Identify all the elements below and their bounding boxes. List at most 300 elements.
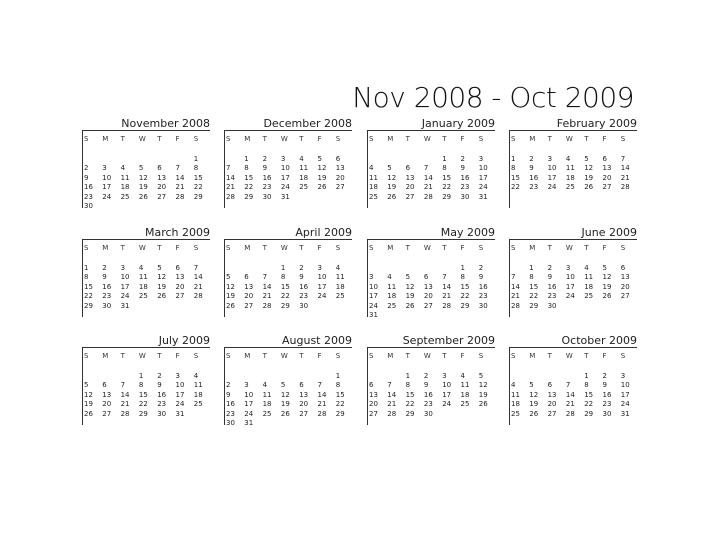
day-cell: 6 bbox=[369, 381, 374, 390]
day-cell: 8 bbox=[584, 381, 589, 390]
week-row bbox=[367, 409, 495, 419]
day-cell: 8 bbox=[405, 381, 411, 390]
day-cell: 4 bbox=[138, 264, 144, 272]
day-cell: 23 bbox=[84, 192, 93, 201]
weekday-header: S bbox=[478, 135, 484, 143]
weekday-header: W bbox=[565, 135, 573, 143]
day-cell: 19 bbox=[280, 400, 290, 409]
weekday-header: F bbox=[317, 352, 322, 360]
day-cell: 8 bbox=[280, 273, 286, 282]
day-cell: 2 bbox=[84, 164, 89, 173]
day-cell: 19 bbox=[157, 282, 167, 291]
day-cell: 13 bbox=[335, 164, 345, 173]
day-cell: 16 bbox=[460, 173, 470, 182]
day-cell: 13 bbox=[175, 273, 185, 282]
weekday-header: W bbox=[565, 244, 573, 252]
weekday-header: F bbox=[602, 244, 607, 252]
day-cell: 23 bbox=[299, 292, 309, 301]
day-cell: 4 bbox=[565, 155, 571, 163]
day-cell: 27 bbox=[405, 192, 415, 201]
day-cell: 12 bbox=[138, 173, 148, 182]
day-cell: 28 bbox=[193, 292, 203, 301]
weekday-header: F bbox=[460, 135, 465, 143]
day-cell: 25 bbox=[369, 192, 378, 201]
day-cell: 12 bbox=[387, 173, 397, 182]
day-cell: 17 bbox=[442, 390, 452, 399]
month-rule bbox=[82, 239, 210, 240]
day-cell: 18 bbox=[120, 183, 130, 192]
day-cell: 5 bbox=[157, 264, 162, 272]
month-title: November 2008 bbox=[121, 117, 210, 130]
day-cell: 30 bbox=[602, 409, 612, 418]
day-cell: 7 bbox=[262, 273, 268, 282]
day-cell: 1 bbox=[335, 372, 341, 380]
day-cell: 31 bbox=[620, 409, 630, 418]
weekday-header: W bbox=[423, 244, 431, 252]
day-cell: 13 bbox=[244, 282, 254, 291]
day-cell: 4 bbox=[335, 264, 341, 272]
day-cell: 14 bbox=[226, 173, 235, 182]
month-title: July 2009 bbox=[158, 334, 210, 347]
weekday-header: T bbox=[262, 135, 267, 143]
weekday-header: S bbox=[620, 352, 626, 360]
weekday-header-row bbox=[82, 134, 210, 144]
weekday-header: M bbox=[529, 244, 536, 252]
day-cell: 31 bbox=[280, 192, 290, 201]
weekday-header: T bbox=[157, 352, 162, 360]
day-cell: 26 bbox=[387, 192, 397, 201]
day-cell: 10 bbox=[478, 164, 488, 173]
day-cell: 26 bbox=[317, 183, 327, 192]
weekday-header-row bbox=[367, 351, 495, 361]
day-cell: 24 bbox=[244, 409, 254, 418]
month-block bbox=[224, 335, 352, 435]
day-cell: 24 bbox=[547, 183, 557, 192]
day-cell: 11 bbox=[299, 164, 309, 173]
day-cell: 29 bbox=[84, 301, 93, 310]
day-cell: 17 bbox=[102, 183, 112, 192]
day-cell: 12 bbox=[478, 381, 488, 390]
day-cell: 19 bbox=[602, 282, 612, 291]
weekday-header: F bbox=[175, 244, 180, 252]
day-cell: 22 bbox=[280, 292, 290, 301]
day-cell: 25 bbox=[120, 192, 130, 201]
day-cell: 23 bbox=[547, 292, 557, 301]
day-cell: 24 bbox=[369, 301, 378, 310]
weekday-header: T bbox=[405, 244, 410, 252]
day-cell: 5 bbox=[84, 381, 89, 390]
day-cell: 1 bbox=[529, 264, 534, 272]
month-title: May 2009 bbox=[440, 226, 495, 239]
month-block bbox=[224, 118, 352, 218]
week-row bbox=[509, 301, 637, 311]
day-cell: 8 bbox=[193, 164, 199, 173]
day-cell: 21 bbox=[423, 183, 433, 192]
day-cell: 19 bbox=[317, 173, 327, 182]
weekday-header: S bbox=[335, 244, 341, 252]
day-cell: 26 bbox=[84, 409, 93, 418]
weekday-header: M bbox=[387, 244, 394, 252]
day-cell: 11 bbox=[335, 273, 345, 282]
day-cell: 10 bbox=[620, 381, 630, 390]
day-cell: 20 bbox=[335, 173, 345, 182]
day-cell: 14 bbox=[423, 173, 433, 182]
day-cell: 30 bbox=[299, 301, 309, 310]
weekday-header: S bbox=[478, 352, 484, 360]
month-title: October 2009 bbox=[561, 334, 637, 347]
weekday-header: S bbox=[369, 352, 374, 360]
day-cell: 13 bbox=[620, 273, 630, 282]
day-cell: 21 bbox=[620, 173, 630, 182]
day-cell: 11 bbox=[584, 273, 594, 282]
month-title: April 2009 bbox=[295, 226, 352, 239]
weekday-header: F bbox=[317, 244, 322, 252]
day-cell: 29 bbox=[442, 192, 452, 201]
weekday-header: S bbox=[226, 244, 231, 252]
day-cell: 28 bbox=[511, 301, 520, 310]
weekday-header: T bbox=[405, 135, 410, 143]
day-cell: 23 bbox=[423, 400, 433, 409]
day-cell: 20 bbox=[405, 183, 415, 192]
day-cell: 6 bbox=[547, 381, 553, 390]
weekday-header-row bbox=[367, 134, 495, 144]
weekday-header-row bbox=[224, 243, 352, 253]
day-cell: 14 bbox=[565, 390, 575, 399]
day-cell: 11 bbox=[369, 173, 378, 182]
day-cell: 14 bbox=[193, 273, 203, 282]
day-cell: 16 bbox=[84, 183, 93, 192]
month-block bbox=[509, 227, 637, 327]
day-cell: 27 bbox=[157, 192, 167, 201]
month-rule bbox=[367, 130, 495, 131]
day-cell: 4 bbox=[387, 273, 392, 282]
day-cell: 4 bbox=[193, 372, 199, 380]
day-cell: 27 bbox=[175, 292, 185, 301]
weekday-header: M bbox=[387, 135, 394, 143]
day-cell: 4 bbox=[369, 164, 374, 173]
weekday-header: M bbox=[244, 135, 251, 143]
day-cell: 11 bbox=[138, 273, 148, 282]
day-cell: 3 bbox=[547, 155, 553, 163]
day-cell: 2 bbox=[602, 372, 607, 380]
day-cell: 19 bbox=[387, 183, 397, 192]
day-cell: 22 bbox=[335, 400, 345, 409]
day-cell: 4 bbox=[299, 155, 304, 163]
month-block bbox=[367, 335, 495, 435]
day-cell: 10 bbox=[369, 282, 378, 291]
weekday-header: W bbox=[280, 352, 288, 360]
day-cell: 1 bbox=[460, 264, 465, 272]
weekday-header: F bbox=[602, 352, 607, 360]
day-cell: 4 bbox=[511, 381, 516, 390]
month-rule bbox=[82, 347, 210, 348]
day-cell: 1 bbox=[511, 155, 516, 163]
day-cell: 16 bbox=[226, 400, 235, 409]
day-cell: 23 bbox=[226, 409, 235, 418]
day-cell: 24 bbox=[620, 400, 630, 409]
day-cell: 31 bbox=[369, 311, 378, 319]
day-cell: 28 bbox=[317, 409, 327, 418]
day-cell: 5 bbox=[584, 155, 589, 163]
month-block bbox=[509, 335, 637, 435]
day-cell: 27 bbox=[102, 409, 112, 418]
day-cell: 8 bbox=[335, 381, 341, 390]
day-cell: 7 bbox=[620, 155, 626, 163]
weekday-header-row bbox=[367, 243, 495, 253]
month-title: March 2009 bbox=[144, 226, 210, 239]
weekday-header: M bbox=[244, 244, 251, 252]
day-cell: 7 bbox=[511, 273, 516, 282]
month-rule bbox=[82, 130, 210, 131]
day-cell: 19 bbox=[529, 400, 539, 409]
weekday-header: S bbox=[478, 244, 484, 252]
weekday-header-row bbox=[509, 351, 637, 361]
weekday-header: F bbox=[175, 352, 180, 360]
weekday-header: W bbox=[138, 135, 146, 143]
weekday-header: S bbox=[620, 244, 626, 252]
day-cell: 9 bbox=[299, 273, 304, 282]
weekday-header: W bbox=[423, 352, 431, 360]
day-cell: 29 bbox=[405, 409, 415, 418]
day-cell: 6 bbox=[423, 273, 429, 282]
weekday-header: S bbox=[226, 352, 231, 360]
weekday-header: W bbox=[138, 244, 146, 252]
day-cell: 6 bbox=[175, 264, 180, 272]
weekday-header-row bbox=[509, 134, 637, 144]
day-cell: 28 bbox=[120, 409, 130, 418]
weekday-header: W bbox=[280, 135, 288, 143]
day-cell: 18 bbox=[262, 400, 272, 409]
day-cell: 9 bbox=[226, 390, 231, 399]
month-block bbox=[82, 335, 210, 435]
day-cell: 14 bbox=[511, 282, 520, 291]
day-cell: 7 bbox=[193, 264, 199, 272]
weekday-header: S bbox=[84, 135, 89, 143]
day-cell: 18 bbox=[387, 292, 397, 301]
day-cell: 27 bbox=[299, 409, 309, 418]
day-cell: 9 bbox=[529, 164, 534, 173]
day-cell: 8 bbox=[84, 273, 89, 282]
day-cell: 19 bbox=[138, 183, 148, 192]
day-cell: 17 bbox=[547, 173, 557, 182]
day-cell: 9 bbox=[157, 381, 162, 390]
weekday-header: F bbox=[460, 244, 465, 252]
day-cell: 16 bbox=[529, 173, 539, 182]
week-row bbox=[82, 301, 210, 311]
day-cell: 28 bbox=[262, 301, 272, 310]
day-cell: 1 bbox=[584, 372, 589, 380]
day-cell: 6 bbox=[157, 164, 162, 173]
day-cell: 30 bbox=[84, 202, 93, 210]
day-cell: 17 bbox=[478, 173, 488, 182]
weekday-header: T bbox=[262, 352, 267, 360]
day-cell: 10 bbox=[442, 381, 452, 390]
weekday-header: T bbox=[547, 135, 552, 143]
weekday-header: F bbox=[317, 135, 322, 143]
day-cell: 5 bbox=[529, 381, 534, 390]
day-cell: 27 bbox=[423, 301, 433, 310]
day-cell: 5 bbox=[387, 164, 392, 173]
week-row bbox=[509, 182, 637, 192]
day-cell: 15 bbox=[511, 173, 520, 182]
day-cell: 6 bbox=[335, 155, 341, 163]
weekday-header: T bbox=[442, 352, 447, 360]
day-cell: 20 bbox=[602, 173, 612, 182]
month-title: September 2009 bbox=[402, 334, 495, 347]
day-cell: 1 bbox=[138, 372, 144, 380]
month-rule bbox=[224, 347, 352, 348]
day-cell: 1 bbox=[442, 155, 447, 163]
day-cell: 11 bbox=[511, 390, 520, 399]
weekday-header: S bbox=[335, 135, 341, 143]
day-cell: 28 bbox=[442, 301, 452, 310]
day-cell: 17 bbox=[369, 292, 378, 301]
weekday-header: T bbox=[299, 135, 304, 143]
day-cell: 12 bbox=[405, 282, 415, 291]
day-cell: 14 bbox=[175, 173, 185, 182]
weekday-header: W bbox=[565, 352, 573, 360]
day-cell: 9 bbox=[423, 381, 429, 390]
weekday-header: W bbox=[280, 244, 288, 252]
day-cell: 24 bbox=[175, 400, 185, 409]
day-cell: 10 bbox=[565, 273, 575, 282]
day-cell: 25 bbox=[511, 409, 520, 418]
weekday-header-row bbox=[509, 243, 637, 253]
day-cell: 15 bbox=[335, 390, 345, 399]
day-cell: 7 bbox=[226, 164, 231, 173]
day-cell: 15 bbox=[193, 173, 203, 182]
day-cell: 15 bbox=[280, 282, 290, 291]
day-cell: 15 bbox=[442, 173, 452, 182]
day-cell: 25 bbox=[335, 292, 345, 301]
weekday-header: M bbox=[102, 135, 109, 143]
weekday-header: M bbox=[102, 244, 109, 252]
week-row bbox=[367, 192, 495, 202]
month-rule bbox=[367, 239, 495, 240]
day-cell: 3 bbox=[280, 155, 286, 163]
day-cell: 15 bbox=[84, 282, 93, 291]
day-cell: 6 bbox=[602, 155, 607, 163]
weekday-header: T bbox=[262, 244, 267, 252]
day-cell: 2 bbox=[423, 372, 429, 380]
day-cell: 22 bbox=[244, 183, 254, 192]
day-cell: 6 bbox=[620, 264, 626, 272]
day-cell: 11 bbox=[193, 381, 203, 390]
day-cell: 25 bbox=[584, 292, 594, 301]
day-cell: 6 bbox=[299, 381, 304, 390]
day-cell: 31 bbox=[478, 192, 488, 201]
day-cell: 27 bbox=[620, 292, 630, 301]
day-cell: 20 bbox=[102, 400, 112, 409]
weekday-header: T bbox=[442, 135, 447, 143]
day-cell: 23 bbox=[602, 400, 612, 409]
weekday-header: F bbox=[175, 135, 180, 143]
day-cell: 29 bbox=[460, 301, 470, 310]
day-cell: 17 bbox=[565, 282, 575, 291]
day-cell: 14 bbox=[387, 390, 397, 399]
day-cell: 16 bbox=[423, 390, 433, 399]
day-cell: 14 bbox=[620, 164, 630, 173]
week-row bbox=[224, 192, 352, 202]
weekday-header: T bbox=[157, 244, 162, 252]
day-cell: 20 bbox=[157, 183, 167, 192]
day-cell: 17 bbox=[620, 390, 630, 399]
day-cell: 11 bbox=[387, 282, 397, 291]
month-block bbox=[509, 118, 637, 218]
day-cell: 19 bbox=[226, 292, 235, 301]
day-cell: 15 bbox=[244, 173, 254, 182]
day-cell: 24 bbox=[280, 183, 290, 192]
day-cell: 15 bbox=[460, 282, 470, 291]
day-cell: 17 bbox=[175, 390, 185, 399]
day-cell: 5 bbox=[405, 273, 411, 282]
weekday-header: S bbox=[511, 135, 516, 143]
day-cell: 25 bbox=[565, 183, 575, 192]
day-cell: 12 bbox=[529, 390, 539, 399]
week-row bbox=[82, 201, 210, 211]
day-cell: 10 bbox=[280, 164, 290, 173]
day-cell: 5 bbox=[602, 264, 607, 272]
day-cell: 11 bbox=[120, 173, 130, 182]
day-cell: 12 bbox=[226, 282, 235, 291]
day-cell: 3 bbox=[102, 164, 107, 173]
day-cell: 28 bbox=[423, 192, 433, 201]
day-cell: 7 bbox=[387, 381, 392, 390]
day-cell: 8 bbox=[529, 273, 534, 282]
day-cell: 18 bbox=[511, 400, 520, 409]
day-cell: 24 bbox=[478, 183, 488, 192]
weekday-header: S bbox=[84, 352, 89, 360]
day-cell: 2 bbox=[529, 155, 534, 163]
day-cell: 4 bbox=[584, 264, 589, 272]
week-row bbox=[82, 409, 210, 419]
day-cell: 7 bbox=[565, 381, 571, 390]
day-cell: 17 bbox=[280, 173, 290, 182]
weekday-header-row bbox=[224, 134, 352, 144]
day-cell: 17 bbox=[120, 282, 130, 291]
day-cell: 2 bbox=[299, 264, 304, 272]
day-cell: 26 bbox=[226, 301, 235, 310]
day-cell: 18 bbox=[369, 183, 378, 192]
day-cell: 3 bbox=[620, 372, 626, 380]
day-cell: 23 bbox=[460, 183, 470, 192]
day-cell: 2 bbox=[157, 372, 162, 380]
day-cell: 10 bbox=[547, 164, 557, 173]
day-cell: 17 bbox=[317, 282, 327, 291]
day-cell: 3 bbox=[442, 372, 447, 380]
day-cell: 2 bbox=[478, 264, 484, 272]
day-cell: 8 bbox=[460, 273, 465, 282]
day-cell: 14 bbox=[120, 390, 130, 399]
day-cell: 27 bbox=[547, 409, 557, 418]
day-cell: 14 bbox=[262, 282, 272, 291]
day-cell: 15 bbox=[138, 390, 148, 399]
day-cell: 26 bbox=[138, 192, 148, 201]
day-cell: 27 bbox=[244, 301, 254, 310]
day-cell: 3 bbox=[244, 381, 249, 390]
day-cell: 14 bbox=[442, 282, 452, 291]
weekday-header: M bbox=[102, 352, 109, 360]
day-cell: 23 bbox=[157, 400, 167, 409]
day-cell: 22 bbox=[442, 183, 452, 192]
day-cell: 31 bbox=[120, 301, 130, 310]
day-cell: 31 bbox=[175, 409, 185, 418]
weekday-header: S bbox=[620, 135, 626, 143]
day-cell: 22 bbox=[511, 183, 520, 192]
weekday-header: T bbox=[157, 135, 162, 143]
day-cell: 30 bbox=[262, 192, 272, 201]
weekday-header: W bbox=[423, 135, 431, 143]
